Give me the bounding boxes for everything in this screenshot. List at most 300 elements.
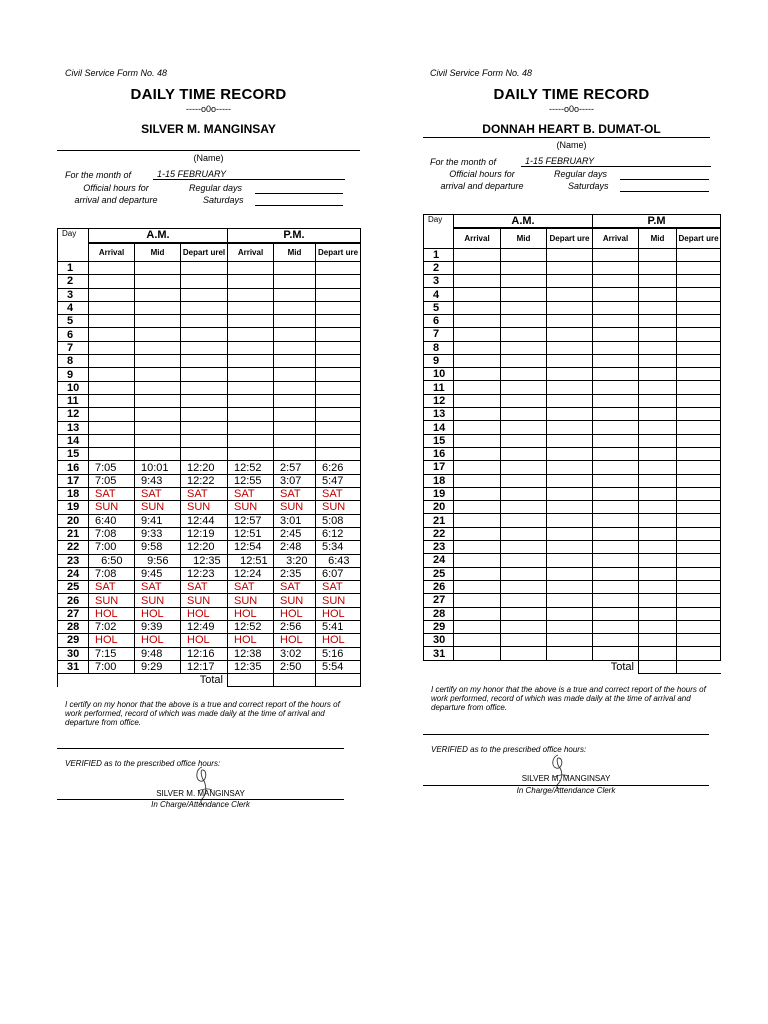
table-row bbox=[58, 434, 361, 447]
table-row bbox=[424, 381, 721, 394]
table-row bbox=[58, 461, 361, 474]
time-cell bbox=[316, 448, 361, 461]
day-number: 6 bbox=[424, 314, 454, 327]
table-row bbox=[58, 262, 361, 275]
time-cell bbox=[677, 474, 721, 487]
regular-days-label: Regular days bbox=[189, 183, 243, 193]
day-number: 29 bbox=[58, 634, 89, 647]
time-cell: 9:29 bbox=[135, 660, 181, 673]
day-number: 7 bbox=[58, 341, 89, 354]
time-cell bbox=[181, 341, 228, 354]
time-cell bbox=[639, 275, 677, 288]
time-cell bbox=[593, 580, 639, 593]
time-cell bbox=[501, 275, 547, 288]
time-cell bbox=[547, 354, 593, 367]
time-cell bbox=[593, 501, 639, 514]
time-cell bbox=[639, 288, 677, 301]
table-row bbox=[58, 621, 361, 634]
time-cell bbox=[593, 314, 639, 327]
time-cell: 12:57 bbox=[228, 514, 274, 527]
table-row bbox=[58, 421, 361, 434]
day-number: 7 bbox=[424, 328, 454, 341]
day-number: 3 bbox=[58, 288, 89, 301]
time-cell bbox=[228, 341, 274, 354]
time-cell bbox=[135, 421, 181, 434]
total-cell bbox=[677, 660, 721, 673]
time-cell bbox=[639, 368, 677, 381]
time-cell: 10:01 bbox=[135, 461, 181, 474]
time-cell bbox=[454, 381, 501, 394]
col-header-departure-pm: Depart ure bbox=[316, 243, 361, 262]
table-row bbox=[424, 394, 721, 407]
time-cell bbox=[547, 447, 593, 460]
time-cell: HOL bbox=[316, 634, 361, 647]
time-cell bbox=[316, 301, 361, 314]
time-cell: SUN bbox=[316, 501, 361, 514]
time-cell: SAT bbox=[316, 488, 361, 501]
time-cell bbox=[501, 634, 547, 647]
time-cell bbox=[593, 341, 639, 354]
time-cell bbox=[501, 421, 547, 434]
time-cell bbox=[135, 288, 181, 301]
time-cell bbox=[677, 248, 721, 261]
dtr-rows-left bbox=[58, 262, 361, 674]
day-number: 25 bbox=[58, 581, 89, 594]
time-cell: 3:02 bbox=[274, 647, 316, 660]
time-cell bbox=[547, 487, 593, 500]
time-cell bbox=[89, 381, 135, 394]
time-cell: SUN bbox=[228, 594, 274, 607]
time-cell bbox=[547, 461, 593, 474]
day-number: 1 bbox=[424, 248, 454, 261]
day-number: 10 bbox=[424, 368, 454, 381]
time-cell bbox=[639, 594, 677, 607]
time-cell bbox=[274, 275, 316, 288]
time-cell: SUN bbox=[316, 594, 361, 607]
time-cell bbox=[181, 288, 228, 301]
time-cell bbox=[89, 341, 135, 354]
time-cell bbox=[454, 261, 501, 274]
time-cell bbox=[639, 381, 677, 394]
dtr-form-left bbox=[57, 68, 360, 213]
time-cell bbox=[547, 514, 593, 527]
day-number: 24 bbox=[424, 554, 454, 567]
time-cell bbox=[677, 381, 721, 394]
day-number: 28 bbox=[424, 607, 454, 620]
time-cell bbox=[228, 381, 274, 394]
day-header: Day bbox=[58, 229, 89, 262]
time-cell bbox=[274, 368, 316, 381]
table-row bbox=[424, 474, 721, 487]
time-cell bbox=[593, 328, 639, 341]
day-number: 13 bbox=[424, 408, 454, 421]
time-cell bbox=[274, 394, 316, 407]
table-row bbox=[58, 275, 361, 288]
time-cell bbox=[135, 448, 181, 461]
time-cell bbox=[135, 434, 181, 447]
time-cell bbox=[181, 408, 228, 421]
name-underline bbox=[57, 150, 360, 151]
time-cell bbox=[501, 341, 547, 354]
time-cell bbox=[454, 607, 501, 620]
table-row bbox=[424, 314, 721, 327]
time-cell bbox=[593, 261, 639, 274]
table-row bbox=[58, 634, 361, 647]
time-cell: 12:49 bbox=[181, 621, 228, 634]
signatory-name: SILVER M. MANGINSAY bbox=[521, 774, 611, 783]
table-row bbox=[58, 315, 361, 328]
form-title: DAILY TIME RECORD bbox=[130, 86, 287, 103]
day-number: 10 bbox=[58, 381, 89, 394]
table-row bbox=[58, 541, 361, 554]
time-cell bbox=[677, 634, 721, 647]
total-cell bbox=[274, 674, 316, 687]
day-number: 3 bbox=[424, 275, 454, 288]
table-row bbox=[424, 620, 721, 633]
day-number: 17 bbox=[58, 474, 89, 487]
time-cell bbox=[593, 541, 639, 554]
time-cell bbox=[454, 580, 501, 593]
time-cell bbox=[501, 408, 547, 421]
time-cell bbox=[181, 448, 228, 461]
month-row bbox=[423, 155, 720, 169]
form-number: Civil Service Form No. 48 bbox=[65, 68, 168, 78]
time-cell bbox=[89, 448, 135, 461]
time-cell: SAT bbox=[274, 581, 316, 594]
day-number: 25 bbox=[424, 567, 454, 580]
time-cell: SUN bbox=[135, 594, 181, 607]
day-number: 17 bbox=[424, 461, 454, 474]
time-cell bbox=[274, 421, 316, 434]
time-cell bbox=[135, 408, 181, 421]
time-cell bbox=[677, 275, 721, 288]
time-cell bbox=[677, 447, 721, 460]
time-cell bbox=[547, 554, 593, 567]
name-label: (Name) bbox=[193, 153, 224, 163]
table-row bbox=[424, 647, 721, 660]
time-cell bbox=[228, 288, 274, 301]
col-header-mid-am: Mid bbox=[135, 243, 181, 262]
day-number: 1 bbox=[58, 262, 89, 275]
time-cell bbox=[316, 381, 361, 394]
time-cell bbox=[454, 354, 501, 367]
time-cell bbox=[89, 394, 135, 407]
time-cell: 6:50 bbox=[89, 554, 135, 567]
day-number: 14 bbox=[58, 434, 89, 447]
table-row bbox=[58, 594, 361, 607]
time-cell bbox=[454, 474, 501, 487]
time-cell: 7:08 bbox=[89, 567, 135, 580]
time-cell bbox=[547, 301, 593, 314]
time-cell bbox=[593, 408, 639, 421]
time-cell bbox=[593, 607, 639, 620]
time-cell bbox=[454, 647, 501, 660]
time-cell: SUN bbox=[89, 501, 135, 514]
time-cell: 12:23 bbox=[181, 567, 228, 580]
table-row bbox=[424, 261, 721, 274]
total-label: Total bbox=[424, 660, 639, 673]
time-cell: 9:33 bbox=[135, 527, 181, 540]
time-cell bbox=[501, 607, 547, 620]
day-number: 21 bbox=[424, 514, 454, 527]
total-cell bbox=[228, 674, 274, 687]
time-cell: 12:51 bbox=[228, 554, 274, 567]
time-cell bbox=[228, 315, 274, 328]
time-cell: SUN bbox=[135, 501, 181, 514]
time-cell bbox=[593, 394, 639, 407]
time-cell bbox=[593, 368, 639, 381]
day-number: 22 bbox=[424, 527, 454, 540]
table-row bbox=[58, 355, 361, 368]
time-cell: HOL bbox=[274, 607, 316, 620]
time-cell bbox=[677, 594, 721, 607]
time-cell: 2:50 bbox=[274, 660, 316, 673]
time-cell bbox=[181, 368, 228, 381]
time-cell bbox=[135, 368, 181, 381]
time-cell bbox=[593, 381, 639, 394]
time-cell bbox=[593, 474, 639, 487]
time-cell: HOL bbox=[228, 607, 274, 620]
time-cell bbox=[593, 620, 639, 633]
time-cell bbox=[454, 314, 501, 327]
time-cell bbox=[454, 567, 501, 580]
time-cell bbox=[639, 301, 677, 314]
time-cell bbox=[593, 248, 639, 261]
time-cell: SAT bbox=[135, 488, 181, 501]
time-cell bbox=[547, 620, 593, 633]
day-number: 20 bbox=[424, 501, 454, 514]
day-number: 16 bbox=[58, 461, 89, 474]
time-cell bbox=[501, 328, 547, 341]
time-cell bbox=[547, 634, 593, 647]
table-row bbox=[424, 461, 721, 474]
table-row bbox=[424, 341, 721, 354]
table-row bbox=[58, 514, 361, 527]
time-cell bbox=[547, 541, 593, 554]
time-cell bbox=[501, 381, 547, 394]
day-number: 31 bbox=[424, 647, 454, 660]
time-cell: HOL bbox=[316, 607, 361, 620]
col-header-departure-pm: Depart ure bbox=[677, 228, 721, 248]
time-cell bbox=[639, 341, 677, 354]
table-row bbox=[424, 434, 721, 447]
time-cell bbox=[89, 328, 135, 341]
time-cell: 12:52 bbox=[228, 621, 274, 634]
time-cell bbox=[135, 341, 181, 354]
time-cell bbox=[501, 620, 547, 633]
time-cell bbox=[639, 554, 677, 567]
day-number: 22 bbox=[58, 541, 89, 554]
time-cell: 2:48 bbox=[274, 541, 316, 554]
time-cell: 2:57 bbox=[274, 461, 316, 474]
time-cell bbox=[316, 341, 361, 354]
time-cell bbox=[274, 355, 316, 368]
total-cell bbox=[316, 674, 361, 687]
col-header-mid-pm: Mid bbox=[639, 228, 677, 248]
time-cell: 9:48 bbox=[135, 647, 181, 660]
day-number: 9 bbox=[58, 368, 89, 381]
col-header-mid-am: Mid bbox=[501, 228, 547, 248]
certification-text: I certify on my honor that the above is a true and correct report of the hours of work performed, record of which was made daily at the time of arrival and departure from office. bbox=[65, 700, 340, 727]
day-number: 2 bbox=[424, 261, 454, 274]
time-cell bbox=[547, 394, 593, 407]
table-row bbox=[58, 488, 361, 501]
time-cell bbox=[454, 620, 501, 633]
time-cell bbox=[89, 315, 135, 328]
time-cell bbox=[547, 288, 593, 301]
day-number: 23 bbox=[58, 554, 89, 567]
time-cell bbox=[547, 341, 593, 354]
time-cell: 5:54 bbox=[316, 660, 361, 673]
time-cell: SAT bbox=[316, 581, 361, 594]
month-label: For the month of bbox=[430, 157, 497, 167]
time-cell bbox=[639, 514, 677, 527]
signatory-role: In Charge/Attendance Clerk bbox=[151, 800, 250, 809]
time-cell: SAT bbox=[181, 488, 228, 501]
time-cell bbox=[639, 607, 677, 620]
time-cell bbox=[639, 328, 677, 341]
day-number: 19 bbox=[424, 487, 454, 500]
time-cell: 12:38 bbox=[228, 647, 274, 660]
month-value: 1-15 FEBRUARY bbox=[153, 169, 345, 180]
table-row bbox=[58, 527, 361, 540]
time-cell bbox=[677, 368, 721, 381]
table-row bbox=[424, 487, 721, 500]
employee-signature-line bbox=[57, 748, 344, 749]
time-cell bbox=[547, 368, 593, 381]
time-cell: SUN bbox=[274, 594, 316, 607]
day-number: 14 bbox=[424, 421, 454, 434]
day-number: 30 bbox=[58, 647, 89, 660]
time-cell bbox=[274, 328, 316, 341]
time-cell bbox=[639, 434, 677, 447]
time-cell bbox=[501, 594, 547, 607]
table-row bbox=[58, 567, 361, 580]
time-cell bbox=[135, 301, 181, 314]
time-cell bbox=[454, 514, 501, 527]
employee-signature-line bbox=[423, 734, 709, 735]
day-number: 5 bbox=[424, 301, 454, 314]
saturdays-label: Saturdays bbox=[203, 195, 244, 205]
time-cell bbox=[501, 461, 547, 474]
pm-header: P.M. bbox=[228, 229, 361, 243]
time-cell bbox=[454, 301, 501, 314]
signatory-name: SILVER M. MANGINSAY bbox=[156, 789, 245, 798]
form-number: Civil Service Form No. 48 bbox=[430, 68, 533, 78]
table-row bbox=[424, 567, 721, 580]
time-cell: 2:35 bbox=[274, 567, 316, 580]
time-cell bbox=[593, 634, 639, 647]
time-cell bbox=[501, 354, 547, 367]
time-cell bbox=[228, 408, 274, 421]
time-cell: 3:07 bbox=[274, 474, 316, 487]
time-cell bbox=[593, 514, 639, 527]
time-cell bbox=[135, 315, 181, 328]
time-cell bbox=[677, 527, 721, 540]
time-cell bbox=[135, 394, 181, 407]
time-cell bbox=[274, 315, 316, 328]
day-number: 31 bbox=[58, 660, 89, 673]
time-cell bbox=[316, 328, 361, 341]
col-header-arrival-pm: Arrival bbox=[593, 228, 639, 248]
time-cell bbox=[639, 447, 677, 460]
day-number: 18 bbox=[424, 474, 454, 487]
time-cell: 6:07 bbox=[316, 567, 361, 580]
day-number: 12 bbox=[424, 394, 454, 407]
table-row bbox=[424, 275, 721, 288]
time-cell bbox=[677, 261, 721, 274]
time-cell bbox=[316, 421, 361, 434]
col-header-arrival-am: Arrival bbox=[89, 243, 135, 262]
time-cell bbox=[454, 394, 501, 407]
month-value: 1-15 FEBRUARY bbox=[521, 156, 711, 167]
table-row bbox=[424, 527, 721, 540]
time-cell bbox=[454, 541, 501, 554]
time-cell bbox=[677, 394, 721, 407]
time-cell bbox=[501, 514, 547, 527]
time-cell bbox=[547, 248, 593, 261]
table-row bbox=[424, 447, 721, 460]
time-cell bbox=[639, 487, 677, 500]
day-number: 4 bbox=[58, 301, 89, 314]
official-hours-label-1: Official hours for bbox=[449, 169, 515, 179]
time-cell bbox=[274, 341, 316, 354]
month-label: For the month of bbox=[65, 170, 132, 180]
time-cell bbox=[135, 328, 181, 341]
time-cell bbox=[135, 275, 181, 288]
time-cell bbox=[547, 527, 593, 540]
official-hours bbox=[423, 169, 720, 199]
regular-days-label: Regular days bbox=[554, 169, 608, 179]
table-row bbox=[58, 394, 361, 407]
time-cell bbox=[547, 328, 593, 341]
time-cell bbox=[228, 368, 274, 381]
table-row bbox=[58, 647, 361, 660]
time-cell bbox=[316, 355, 361, 368]
time-cell: 12:51 bbox=[228, 527, 274, 540]
time-cell bbox=[316, 408, 361, 421]
time-cell: SUN bbox=[274, 501, 316, 514]
time-cell bbox=[547, 434, 593, 447]
time-cell bbox=[677, 328, 721, 341]
time-cell: 12:52 bbox=[228, 461, 274, 474]
day-number: 20 bbox=[58, 514, 89, 527]
table-row bbox=[424, 354, 721, 367]
time-cell bbox=[501, 447, 547, 460]
time-cell bbox=[593, 567, 639, 580]
employee-name: DONNAH HEART B. DUMAT-OL bbox=[482, 122, 661, 136]
time-cell: 12:55 bbox=[228, 474, 274, 487]
time-cell bbox=[181, 262, 228, 275]
day-number: 18 bbox=[58, 488, 89, 501]
time-cell bbox=[639, 541, 677, 554]
time-cell bbox=[274, 434, 316, 447]
table-row bbox=[424, 248, 721, 261]
table-row bbox=[424, 580, 721, 593]
time-cell bbox=[501, 314, 547, 327]
time-cell bbox=[181, 328, 228, 341]
time-cell: SAT bbox=[228, 581, 274, 594]
day-number: 21 bbox=[58, 527, 89, 540]
name-underline bbox=[423, 137, 710, 138]
time-cell bbox=[454, 421, 501, 434]
table-row bbox=[424, 328, 721, 341]
table-row bbox=[58, 660, 361, 673]
dtr-rows-right bbox=[424, 248, 721, 660]
day-number: 28 bbox=[58, 621, 89, 634]
time-cell: 3:20 bbox=[274, 554, 316, 567]
certification-text: I certify on my honor that the above is a true and correct report of the hours of work performed, record of which was made daily at the time of arrival and departure from office. bbox=[431, 685, 706, 712]
